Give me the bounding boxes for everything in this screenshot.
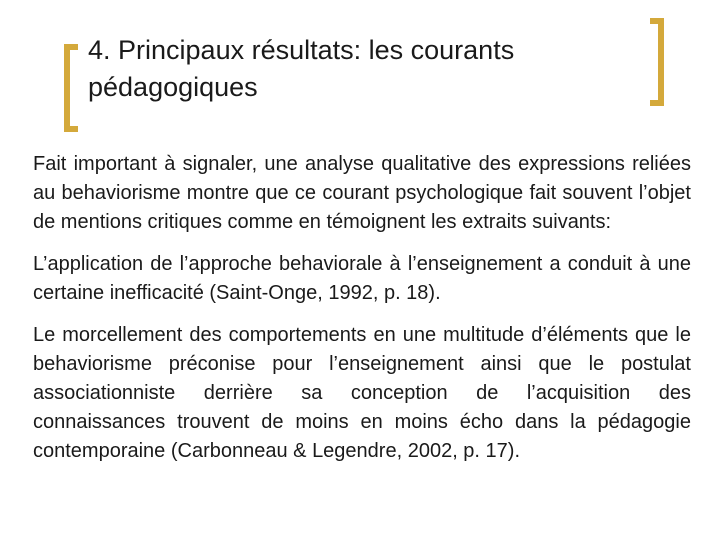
left-bracket-decoration — [64, 44, 78, 132]
right-bracket-decoration — [650, 18, 664, 106]
intro-paragraph: Fait important à signaler, une analyse qualitative des expressions reliées au behaviorisme montre que ce courant psychologique fait souvent l’objet de mentions critiques comme en témoignent les extraits suivants: — [33, 153, 691, 233]
quote-saint-onge: L’application de l’approche behaviorale à l’enseignement a conduit à une certaine inefficacité (Saint-Onge, 1992, p. 18). — [33, 253, 691, 304]
quote-carbonneau-legendre: Le morcellement des comportements en une multitude d’éléments que le behaviorisme préconise pour l’enseignement ainsi que le postulat associationniste derrière sa conception de l’acquisition des connaissances trouvent de moins en moins écho dans la pédagogie contemporaine (Carbonneau & Legendre, 2002, p. 17). — [33, 324, 691, 462]
slide-body — [33, 150, 691, 479]
slide-title: 4. Principaux résultats: les courants pédagogiques — [88, 35, 515, 102]
